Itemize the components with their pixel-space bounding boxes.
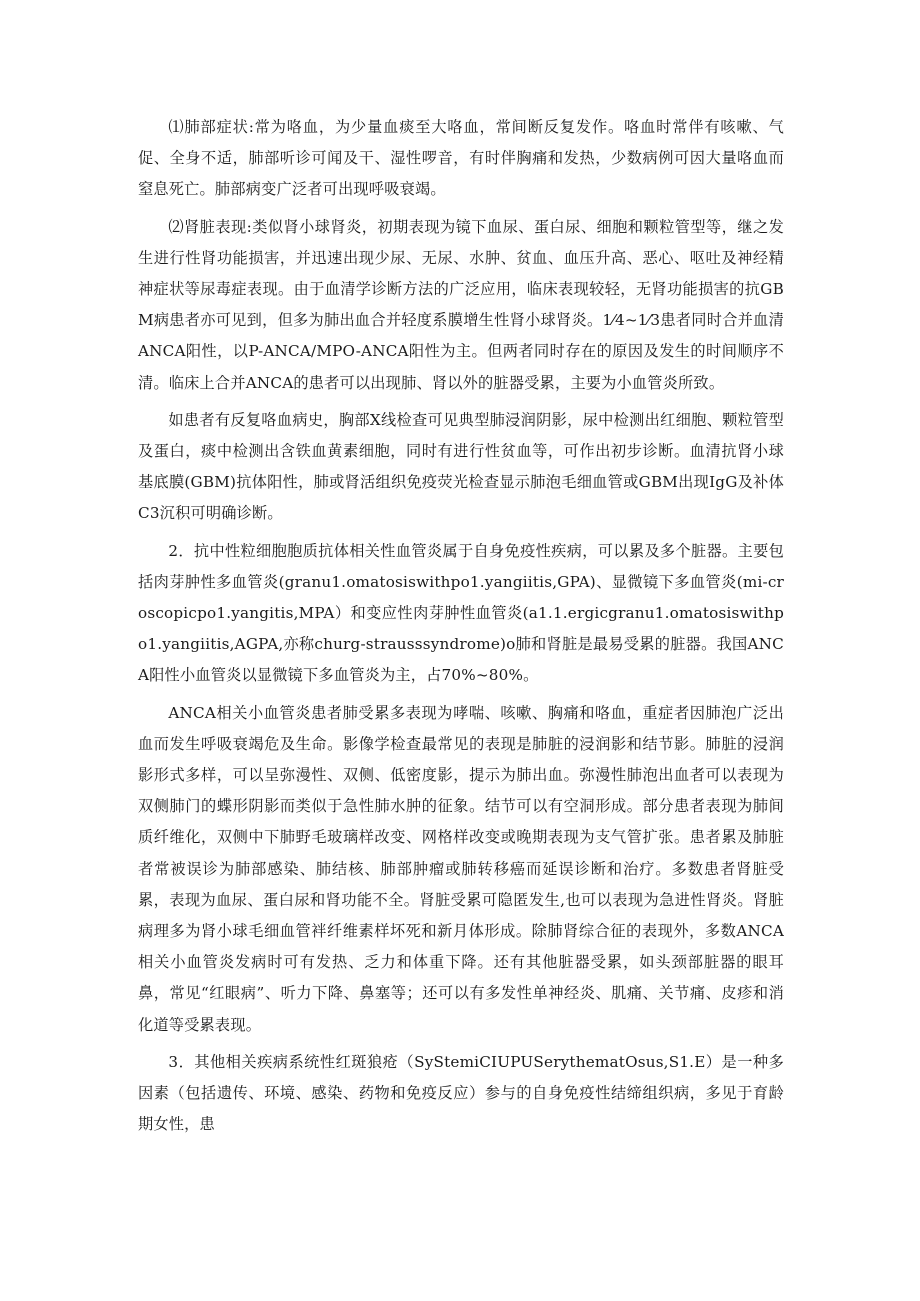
- paragraph-diagnosis: 如患者有反复咯血病史，胸部X线检查可见典型肺浸润阴影，尿中检测出红细胞、颗粒管型及蛋白，痰中检测出含铁血黄素细胞，同时有进行性贫血等，可作出初步诊断。血清抗肾小球基底膜(GBM)抗体阳性，肺或肾活组织免疫荧光检查显示肺泡毛细血管或GBM出现IgG及补体C3沉积可明确诊断。: [138, 410, 784, 523]
- paragraph-kidney-manifestations: ⑵肾脏表现:类似肾小球肾炎，初期表现为镜下血尿、蛋白尿、细胞和颗粒管型等，继之发生进行性肾功能损害，并迅速出现少尿、无尿、水肿、贫血、血压升高、恶心、呕吐及神经精神症状等尿毒症表现。由于血清学诊断方法的广泛应用，临床表现较轻，无肾功能损害的抗GBM病患者亦可见到，但多为肺出血合并轻度系膜增生性肾小球肾炎。1⁄4~1⁄3患者同时合并血清ANCA阳性，以P-ANCA/MPO-ANCA阳性为主。但两者同时存在的原因及发生的时间顺序不清。临床上合并ANCA的患者可以出现肺、肾以外的脏器受累，主要为小血管炎所致。: [138, 217, 784, 392]
- paragraph-anca-vasculitis: 2．抗中性粒细胞胞质抗体相关性血管炎属于自身免疫性疾病，可以累及多个脏器。主要包括肉芽肿性多血管炎(granu1.omatosiswithpo1.yangiitis,GPA)、显微镜下多血管炎(mi-croscopicpo1.yangitis,MPA）和变应性肉芽肿性血管炎(a1.1.ergicgranu1.omatosiswithpo1.yangiitis,AGPA,亦称churg-strausssyndrome)o肺和肾脏是最易受累的脏器。我国ANCA阳性小血管炎以显微镜下多血管炎为主，占70%~80%。: [138, 541, 784, 685]
- paragraph-other-diseases: 3．其他相关疾病系统性红斑狼疮（SyStemiCIUPUSerythematOsus,S1.E）是一种多因素（包括遗传、环境、感染、药物和免疫反应）参与的自身免疫性结缔组织病，多见于育龄期女性，患: [138, 1052, 784, 1134]
- document-body: [138, 112, 784, 1147]
- paragraph-anca-lung-involvement: ANCA相关小血管炎患者肺受累多表现为哮喘、咳嗽、胸痛和咯血，重症者因肺泡广泛出血而发生呼吸衰竭危及生命。影像学检查最常见的表现是肺脏的浸润影和结节影。肺脏的浸润影形式多样，可以呈弥漫性、双侧、低密度影，提示为肺出血。弥漫性肺泡出血者可以表现为双侧肺门的蝶形阴影而类似于急性肺水肿的征象。结节可以有空洞形成。部分患者表现为肺间质纤维化，双侧中下肺野毛玻璃样改变、网格样改变或晚期表现为支气管扩张。患者累及肺脏者常被误诊为肺部感染、肺结核、肺部肿瘤或肺转移癌而延误诊断和治疗。多数患者肾脏受累，表现为血尿、蛋白尿和肾功能不全。肾脏受累可隐匿发生,也可以表现为急进性肾炎。肾脏病理多为肾小球毛细血管袢纤维素样坏死和新月体形成。除肺肾综合征的表现外，多数ANCA相关小血管炎发病时可有发热、乏力和体重下降。还有其他脏器受累，如头颈部脏器的眼耳鼻，常见“红眼病”、听力下降、鼻塞等；还可以有多发性单神经炎、肌痛、关节痛、皮疹和消化道等受累表现。: [138, 703, 784, 1034]
- paragraph-lung-symptoms: ⑴肺部症状:常为咯血，为少量血痰至大咯血，常间断反复发作。咯血时常伴有咳嗽、气促、全身不适，肺部听诊可闻及干、湿性啰音，有时伴胸痛和发热，少数病例可因大量咯血而窒息死亡。肺部病变广泛者可出现呼吸衰竭。: [138, 118, 784, 199]
